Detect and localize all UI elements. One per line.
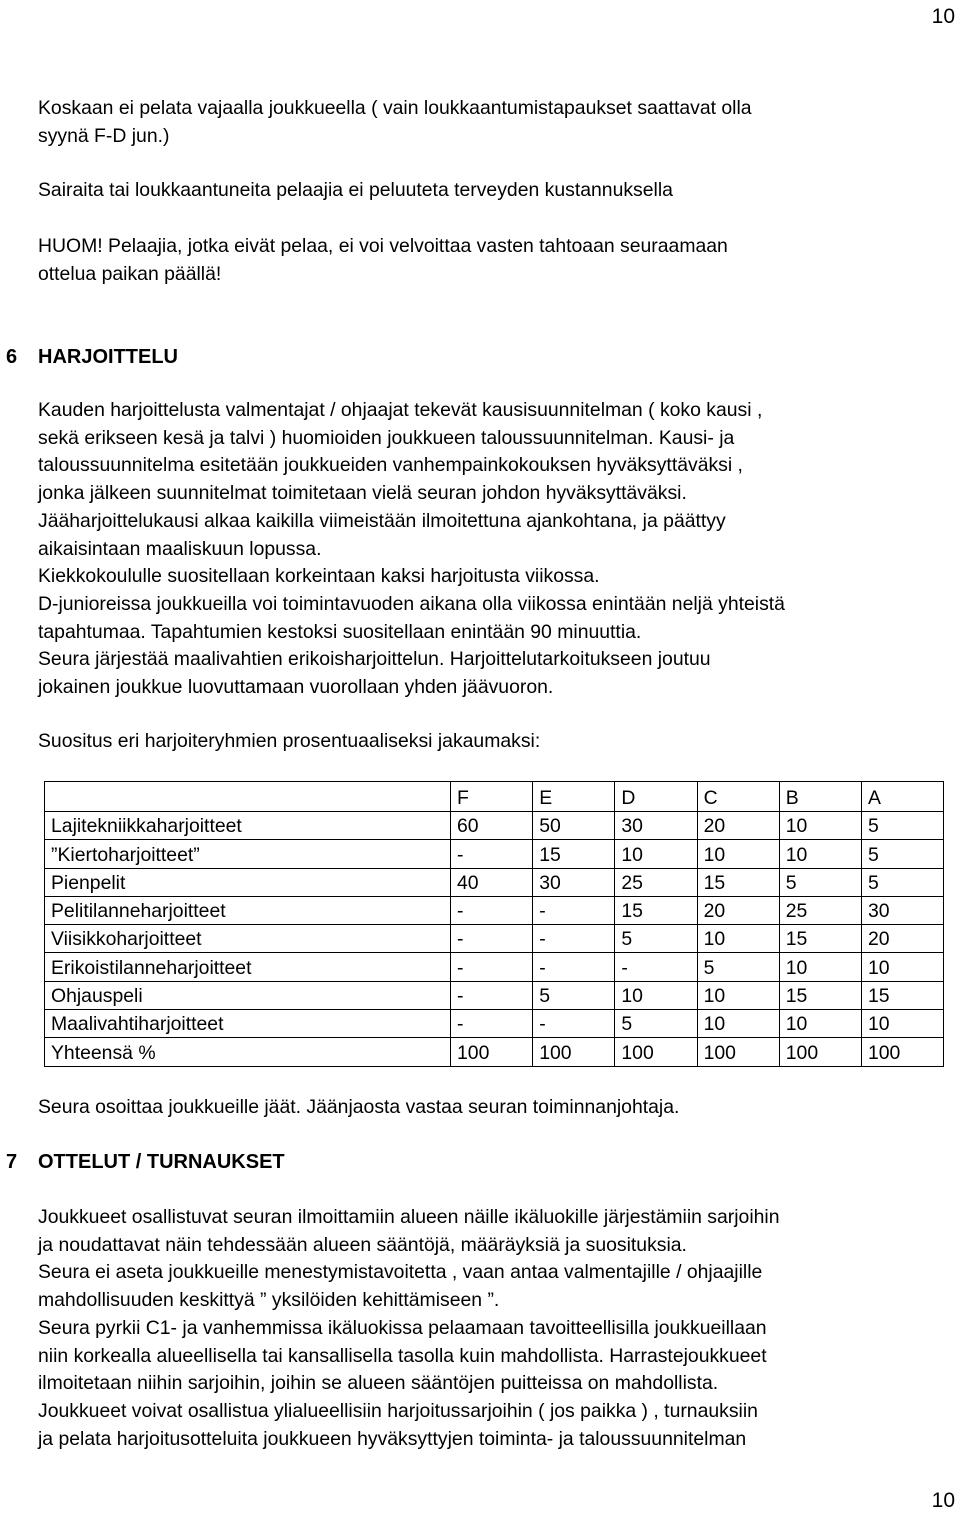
table-cell: 40 [451, 868, 533, 896]
text-line: niin korkealla alueellisella tai kansallisella tasolla kuin mahdollista. Harrastejoukkueet [38, 1344, 767, 1367]
table-row-label: Yhteensä % [45, 1038, 451, 1066]
table-cell: 10 [697, 925, 779, 953]
table-cell: 15 [779, 925, 861, 953]
text-line: jokainen joukkue luovuttamaan vuorollaan yhden jäävuoron. [38, 676, 554, 699]
text-line: D-junioreissa joukkueilla voi toimintavuoden aikana olla viikossa enintään neljä yhteistä [38, 592, 785, 615]
table-cell: 15 [697, 868, 779, 896]
table-cell: - [533, 896, 615, 924]
text-line: Joukkueet osallistuvat seuran ilmoittamiin alueen näille ikäluokille järjestämiin sarjoihin [38, 1206, 780, 1228]
section-title: OTTELUT / TURNAUKSET [38, 1151, 285, 1173]
text-line: Joukkueet voivat osallistua ylialueellisiin harjoitussarjoihin ( jos paikka ) , turnauksiin [38, 1399, 758, 1422]
table-cell: 25 [779, 896, 861, 924]
text-line: Kauden harjoittelusta valmentajat / ohjaajat tekevät kausisuunnitelman ( koko kausi , [38, 399, 763, 421]
text-line: Koskaan ei pelata vajaalla joukkueella ( vain loukkaantumistapaukset saattavat olla [38, 97, 752, 119]
table-cell: 10 [615, 840, 697, 868]
table-cell: - [615, 953, 697, 981]
table-cell: 15 [861, 981, 943, 1009]
table-header-cell: E [533, 782, 615, 812]
table-row-label: Lajitekniikkaharjoitteet [45, 812, 451, 840]
table-cell: 5 [779, 868, 861, 896]
text-line: Kiekkokoululle suositellaan korkeintaan kaksi harjoitusta viikossa. [38, 565, 600, 588]
table-cell: 10 [861, 1010, 943, 1038]
table-cell: 5 [861, 868, 943, 896]
table-cell: 100 [451, 1038, 533, 1066]
table-row-label: Ohjauspeli [45, 981, 451, 1009]
table-cell: 60 [451, 812, 533, 840]
table-cell: 5 [533, 981, 615, 1009]
table-cell: - [533, 1010, 615, 1038]
intro-paragraph-3 [38, 233, 958, 288]
table-cell: 10 [779, 953, 861, 981]
table-row-label: Viisikkoharjoitteet [45, 925, 451, 953]
table-header-cell: A [861, 782, 943, 812]
training-distribution-table [44, 781, 944, 1067]
table-row-label: Erikoistilanneharjoitteet [45, 953, 451, 981]
table-header-cell: C [697, 782, 779, 812]
caption-text: Suositus eri harjoiteryhmien prosentuaaliseksi jakaumaksi: [38, 730, 541, 752]
table-cell: 15 [779, 981, 861, 1009]
table-cell: 30 [533, 868, 615, 896]
table-cell: 10 [861, 953, 943, 981]
table-cell: 100 [861, 1038, 943, 1066]
text-line: Seura järjestää maalivahtien erikoisharjoittelun. Harjoittelutarkoitukseen joutuu [38, 648, 711, 671]
table-cell: 30 [615, 812, 697, 840]
table-cell: 20 [697, 812, 779, 840]
table-row [45, 925, 944, 953]
table-cell: 10 [779, 840, 861, 868]
text-line: taloussuunnitelma esitetään joukkueiden vanhempainkokouksen hyväksyttäväksi , [38, 454, 743, 477]
after-table-text [38, 1094, 958, 1122]
text-line: ilmoitetaan niihin sarjoihin, joihin se alueen sääntöjen puitteissa on mahdollista. [38, 1372, 719, 1395]
text-line: HUOM! Pelaajia, jotka eivät pelaa, ei voi velvoittaa vasten tahtoaan seuraamaan [38, 235, 728, 257]
table-cell: - [533, 925, 615, 953]
table-cell: 10 [615, 981, 697, 1009]
page-number-bottom: 10 [931, 1489, 955, 1512]
table-row [45, 896, 944, 924]
text-line: ja noudattavat näin tehdessään alueen sääntöjä, määräyksiä ja suosituksia. [38, 1233, 687, 1256]
table-cell: 100 [779, 1038, 861, 1066]
text-line: aikaisintaan maaliskuun lopussa. [38, 537, 322, 560]
table-row [45, 868, 944, 896]
table-row [45, 1010, 944, 1038]
text-line: mahdollisuuden keskittyä ” yksilöiden kehittämiseen ”. [38, 1289, 500, 1312]
table-row [45, 981, 944, 1009]
section-7-body [38, 1204, 958, 1453]
table-cell: 30 [861, 896, 943, 924]
table-cell: 20 [697, 896, 779, 924]
section-number: 6 [6, 346, 18, 368]
text-line: syynä F-D jun.) [38, 124, 170, 147]
table-cell: 10 [697, 840, 779, 868]
table-cell: 5 [615, 1010, 697, 1038]
table-header-cell: B [779, 782, 861, 812]
table-header-row [45, 782, 944, 812]
text-line: jonka jälkeen suunnitelmat toimitetaan vielä seuran johdon hyväksyttäväksi. [38, 482, 687, 505]
table-cell: 5 [697, 953, 779, 981]
text-line: Seura ei aseta joukkueille menestymistavoitetta , vaan antaa valmentajille / ohjaajille [38, 1261, 763, 1284]
table-cell: 15 [533, 840, 615, 868]
text-line: Seura pyrkii C1- ja vanhemmissa ikäluokissa pelaamaan tavoitteellisilla joukkueillaan [38, 1316, 767, 1339]
table-cell: 10 [779, 1010, 861, 1038]
text-line: sekä erikseen kesä ja talvi ) huomioiden joukkueen taloussuunnitelman. Kausi- ja [38, 426, 735, 449]
intro-paragraph-2 [38, 177, 958, 205]
table-cell: - [451, 896, 533, 924]
text-line: Jääharjoittelukausi alkaa kaikilla viimeistään ilmoitettuna ajankohtana, ja päättyy [38, 509, 726, 532]
table-row-label: Maalivahtiharjoitteet [45, 1010, 451, 1038]
table-caption [38, 728, 958, 756]
text-line: Sairaita tai loukkaantuneita pelaajia ei peluuteta terveyden kustannuksella [38, 179, 673, 201]
table-row-label: Pelitilanneharjoitteet [45, 896, 451, 924]
table-row-label: ”Kiertoharjoitteet” [45, 840, 451, 868]
table-row-label: Pienpelit [45, 868, 451, 896]
table-header-cell: D [615, 782, 697, 812]
section-6-body [38, 397, 958, 702]
table-cell: - [451, 981, 533, 1009]
section-number: 7 [6, 1151, 18, 1173]
table-cell: 10 [779, 812, 861, 840]
table-cell: - [451, 953, 533, 981]
table-cell: 10 [697, 1010, 779, 1038]
table-cell: - [533, 953, 615, 981]
section-7-heading [6, 1150, 285, 1174]
section-6-heading [6, 345, 178, 369]
intro-paragraph-1 [38, 95, 958, 150]
table-cell: - [451, 925, 533, 953]
text-line: Seura osoittaa joukkueille jäät. Jäänjaosta vastaa seuran toiminnanjohtaja. [38, 1096, 680, 1118]
table-row [45, 812, 944, 840]
page-number-top: 10 [931, 5, 955, 28]
table-cell: 5 [861, 840, 943, 868]
text-line: ottelua paikan päällä! [38, 262, 222, 285]
table-row [45, 1038, 944, 1066]
table-cell: 100 [533, 1038, 615, 1066]
table-cell: 5 [861, 812, 943, 840]
table-cell: 100 [697, 1038, 779, 1066]
table-row [45, 840, 944, 868]
text-line: tapahtumaa. Tapahtumien kestoksi suositellaan enintään 90 minuuttia. [38, 620, 642, 643]
table-header-cell: F [451, 782, 533, 812]
table-cell: 20 [861, 925, 943, 953]
table-cell: 10 [697, 981, 779, 1009]
table-cell: 5 [615, 925, 697, 953]
table-cell: - [451, 840, 533, 868]
table-row [45, 953, 944, 981]
table-cell: 50 [533, 812, 615, 840]
table-cell: 100 [615, 1038, 697, 1066]
section-title: HARJOITTELU [38, 346, 178, 368]
table-cell: 15 [615, 896, 697, 924]
table-cell: - [451, 1010, 533, 1038]
text-line: ja pelata harjoitusotteluita joukkueen hyväksyttyjen toiminta- ja taloussuunnitelman [38, 1427, 747, 1450]
table-header-cell [45, 782, 451, 812]
table-cell: 25 [615, 868, 697, 896]
